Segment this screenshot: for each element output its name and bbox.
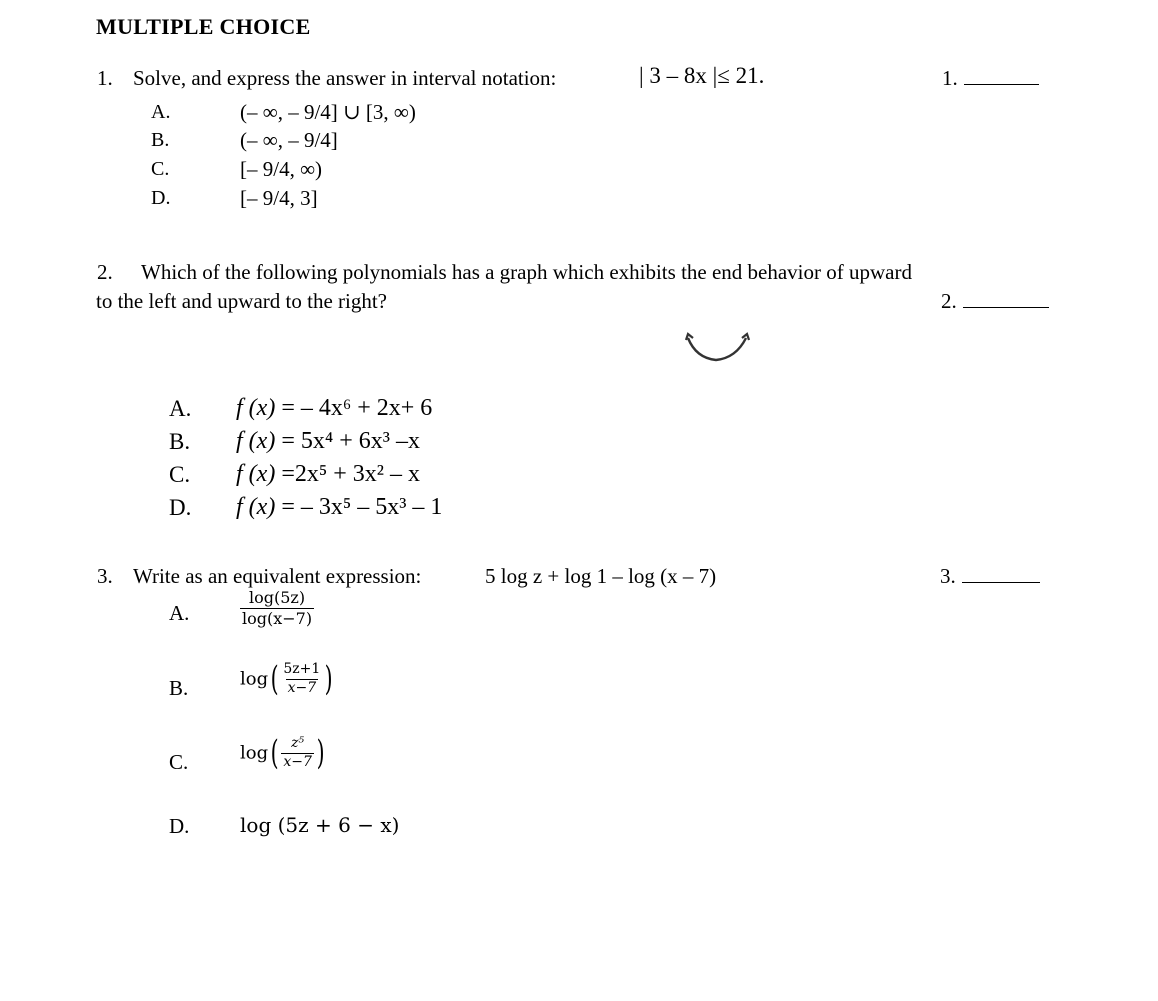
- q2-prompt-line2: to the left and upward to the right?: [96, 289, 387, 313]
- q1-option-b-letter: B.: [151, 129, 170, 151]
- q3-option-b-letter: B.: [169, 676, 189, 700]
- q2-answer-label: 2.: [941, 289, 957, 313]
- q1-option-b-value: (– ∞, – 9/4]: [240, 128, 338, 152]
- q1-number: 1.: [97, 66, 113, 90]
- q1-answer-blank[interactable]: [964, 70, 1039, 85]
- q3-option-b-value: log( $\frac{5z+1}{x-7}$ ): [240, 659, 333, 699]
- q3-number: 3.: [97, 564, 113, 588]
- q3-option-a-letter: A.: [169, 601, 190, 625]
- q1-prompt: Solve, and express the answer in interval notation:: [133, 66, 557, 90]
- q2-prompt-line1: Which of the following polynomials has a graph which exhibits the end behavior of upward: [141, 260, 912, 284]
- q1-option-c-value: [– 9/4, ∞): [240, 157, 323, 181]
- q3-option-a-denominator: log(x−7): [242, 608, 313, 628]
- q1-answer-slot[interactable]: [942, 66, 1039, 91]
- q2-option-a-value: f (x) = – 4x⁶ + 2x+ 6: [236, 395, 433, 421]
- q2-option-d-letter: D.: [169, 495, 192, 520]
- q2-answer-blank[interactable]: [963, 293, 1049, 308]
- q2-option-c-value: f (x) =2x⁵ + 3x² – x: [236, 461, 420, 487]
- q3-option-b-denominator: x−7: [287, 679, 317, 696]
- q2-option-a-function: f (x): [236, 395, 276, 421]
- end-behavior-graph-icon: [682, 328, 754, 368]
- q2-option-b-letter: B.: [169, 429, 191, 454]
- q1-option-d-value: [– 9/4, 3]: [240, 186, 318, 210]
- q1-expression: | 3 – 8x |≤ 21.: [639, 63, 765, 88]
- q3-option-d-value: log (5z + 6 − x): [240, 813, 400, 837]
- q1-option-a-letter: A.: [151, 101, 171, 123]
- q3-option-a-value: [240, 589, 314, 627]
- q3-option-d-letter: D.: [169, 814, 190, 838]
- q1-option-a-value: (– ∞, – 9/4] ∪ [3, ∞): [240, 100, 416, 124]
- q1-option-d-letter: D.: [151, 187, 171, 209]
- q3-expression: 5 log z + log 1 – log (x – 7): [485, 564, 717, 588]
- q2-option-b-value: f (x) = 5x⁴ + 6x³ –x: [236, 428, 420, 454]
- q3-option-c-value: log( $\frac{\text{z⁵}}{x-7}$ ): [240, 733, 325, 773]
- q2-option-c-function: f (x): [236, 461, 276, 487]
- q2-option-a-letter: A.: [169, 396, 192, 421]
- q2-number: 2.: [97, 260, 113, 284]
- q2-option-d-function: f (x): [236, 494, 276, 520]
- section-title: MULTIPLE CHOICE: [96, 14, 311, 39]
- q3-prompt: Write as an equivalent expression:: [133, 564, 422, 588]
- q3-option-c-letter: C.: [169, 750, 189, 774]
- q3-option-a-numerator: log(5z): [249, 588, 306, 607]
- q2-option-c-letter: C.: [169, 462, 191, 487]
- q1-answer-label: 1.: [942, 66, 958, 90]
- q3-option-b-numerator: 5z+1: [283, 661, 321, 678]
- q3-option-b-log: log: [240, 668, 269, 690]
- q2-option-d-value: f (x) = – 3x⁵ – 5x³ – 1: [236, 494, 443, 520]
- q2-answer-slot[interactable]: [941, 289, 1049, 314]
- q3-option-c-numerator: z⁵: [291, 735, 305, 752]
- q3-option-c-denominator: x−7: [283, 753, 312, 770]
- q2-option-b-function: f (x): [236, 428, 276, 454]
- q3-answer-slot[interactable]: [940, 564, 1040, 589]
- q1-option-c-letter: C.: [151, 158, 170, 180]
- q3-option-c-log: log: [240, 742, 269, 764]
- q3-answer-label: 3.: [940, 564, 956, 588]
- q3-answer-blank[interactable]: [962, 568, 1040, 583]
